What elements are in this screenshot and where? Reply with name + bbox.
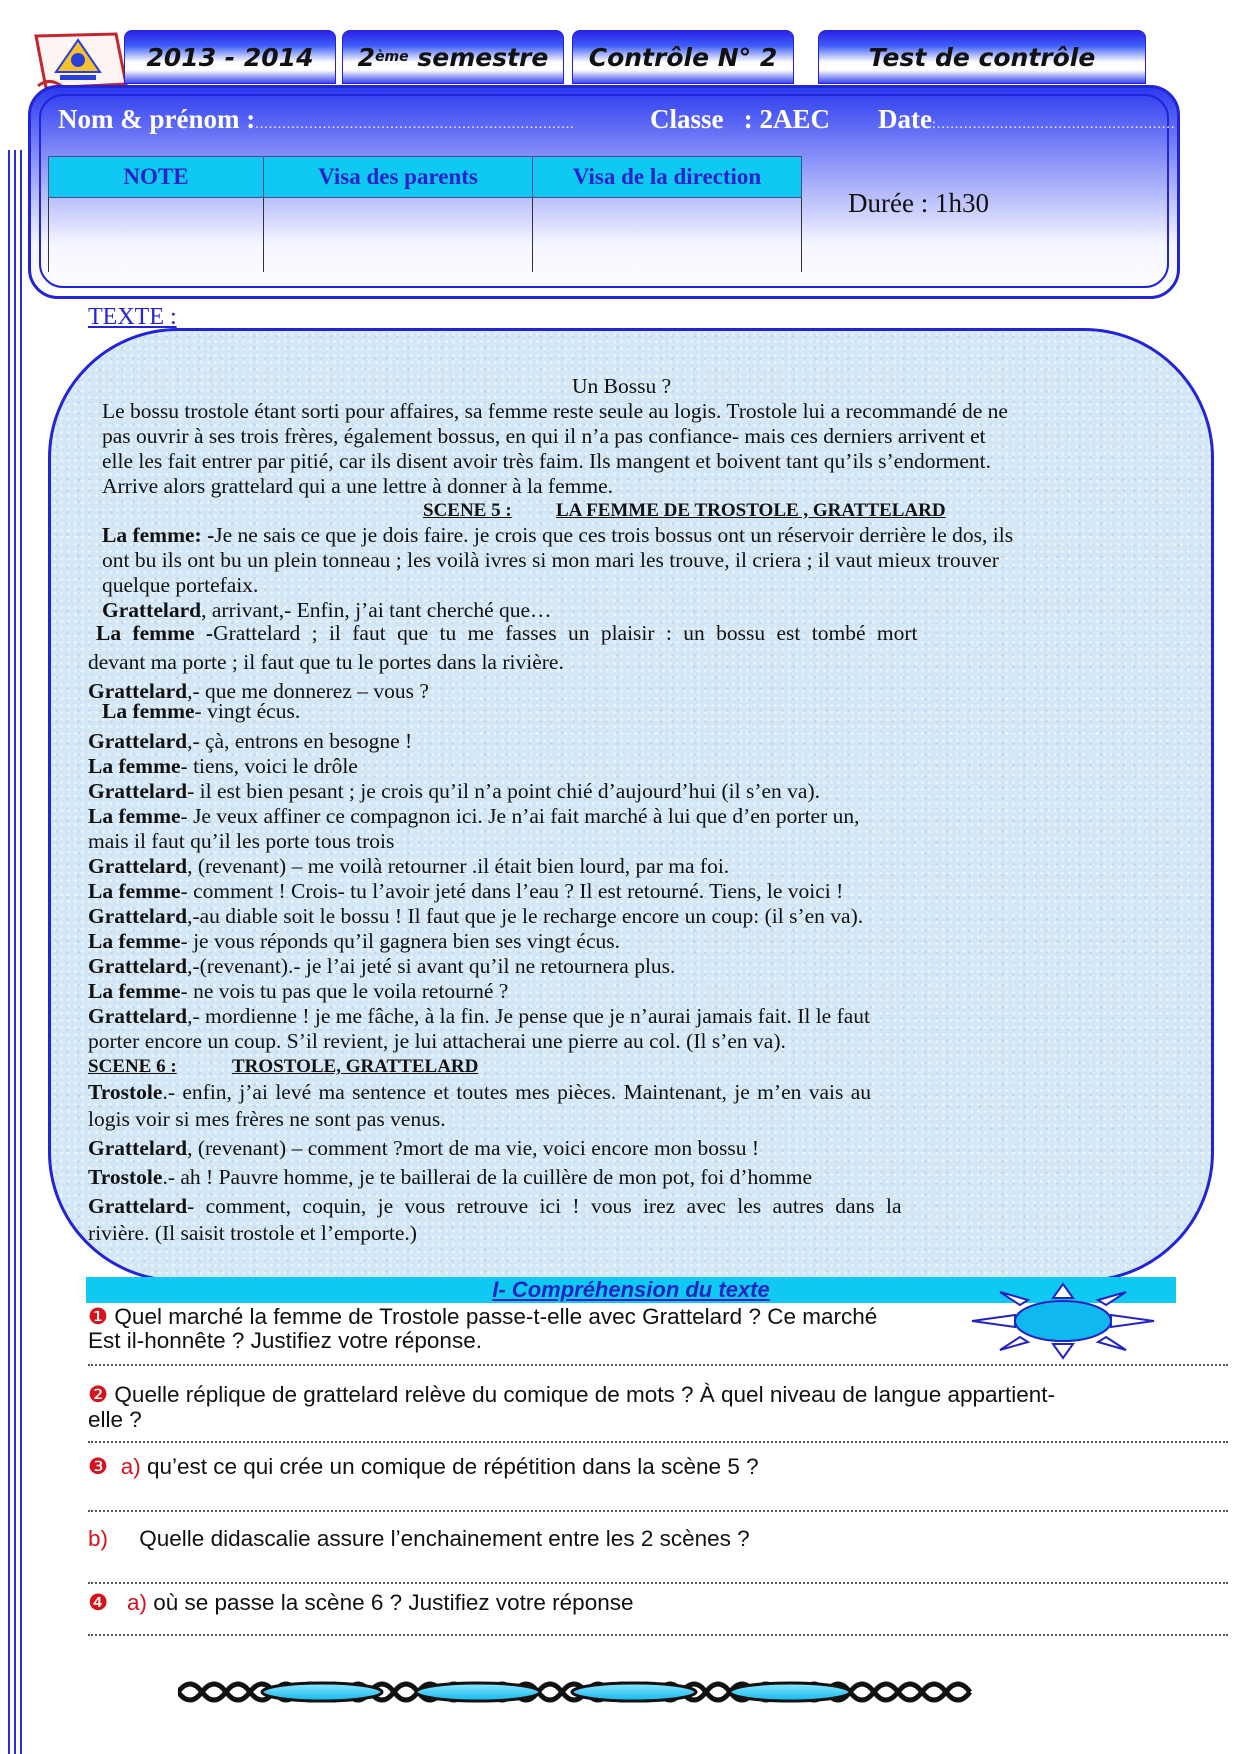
dialogue-line: La femme- comment ! Crois- tu l’avoir jeté dans l’eau ? Il est retourné. Tiens, le voici ! <box>88 879 844 903</box>
left-border-line-3 <box>20 150 22 1754</box>
q3b-text: Quelle didascalie assure l’enchainement entre les 2 scènes ? <box>139 1526 750 1551</box>
dialogue-line: La femme- tiens, voici le drôle <box>88 754 358 778</box>
grade-header-note: NOTE <box>49 157 264 198</box>
class-label: Classe <box>650 104 724 134</box>
dialogue-line: Grattelard,- que me donnerez – vous ? <box>88 679 429 703</box>
q2-text-line1: Quelle réplique de grattelard relève du comique de mots ? À quel niveau de langue appartient- <box>108 1382 1056 1407</box>
question-1-cont: Est il-honnête ? Justifiez votre réponse. <box>88 1328 482 1353</box>
dialogue-line: mais il faut qu’il les porte tous trois <box>88 829 395 853</box>
decorative-braid <box>178 1668 976 1716</box>
q4-number: ❹ <box>88 1590 109 1615</box>
answer-line-3b[interactable] <box>88 1582 1228 1584</box>
answer-line-2[interactable] <box>88 1441 1228 1443</box>
q4a-text: où se passe la scène 6 ? Justifiez votre réponse <box>146 1590 634 1615</box>
q3b-label: b) <box>88 1526 109 1551</box>
grades-table <box>48 156 802 272</box>
dialogue-line: Grattelard,-au diable soit le bossu ! Il faut que je le recharge encore un coup: (il s’en va). <box>88 904 864 928</box>
grade-cell-note[interactable] <box>49 198 264 273</box>
semester-sup: ème <box>375 49 409 65</box>
date-label: Date <box>878 104 932 134</box>
class-field <box>650 104 830 135</box>
dialogue-line: Grattelard- comment, coquin, je vous retrouve ici ! vous irez avec les autres dans la <box>88 1194 902 1218</box>
text-section-label: TEXTE : <box>88 304 177 330</box>
q3-number: ❸ <box>88 1454 109 1479</box>
scene6-title: TROSTOLE, GRATTELARD <box>232 1056 479 1077</box>
dialogue-line: rivière. (Il saisit trostole et l’emporte.) <box>88 1221 417 1245</box>
grade-cell-parents[interactable] <box>264 198 533 273</box>
dialogue-line: Grattelard, (revenant) – comment ?mort de ma vie, voici encore mon bossu ! <box>88 1136 760 1160</box>
grade-header-parents: Visa des parents <box>264 157 533 198</box>
dialogue-line: Grattelard,-(revenant).- je l’ai jeté si avant qu’il ne retournera plus. <box>88 954 676 978</box>
tab-controle <box>572 30 794 84</box>
semester-number: 2 <box>357 42 376 72</box>
dialogue-line: La femme- Je veux affiner ce compagnon ici. Je n’ai fait marché à lui que d’en porter un, <box>88 804 860 828</box>
dialogue-line: La femme- je vous réponds qu’il gagnera bien ses vingt écus. <box>88 929 620 953</box>
dialogue-line: devant ma porte ; il faut que tu le portes dans la rivière. <box>88 650 564 674</box>
scene5-label: SCENE 5 : <box>423 500 512 521</box>
q4a-label: a) <box>126 1590 147 1615</box>
school-logo <box>30 30 130 90</box>
intro-line-2: pas ouvrir à ses trois frères, également bossus, en qui il n’a pas confiance- mais ces derniers arrivent et <box>102 424 986 448</box>
answer-line-1[interactable] <box>88 1364 1228 1366</box>
tab-test <box>818 30 1146 84</box>
name-field[interactable]: Nom & prénom :....................................................................... <box>58 104 575 134</box>
left-border-line-2 <box>14 150 16 1754</box>
dialogue-line: ont bu ils ont bu un plein tonneau ; les voilà ivres si mon mari les trouve, il criera ; il vaut mieux trouver <box>102 548 999 572</box>
test-text: Test de contrôle <box>868 42 1096 72</box>
intro-line-4: Arrive alors grattelard qui a une lettre à donner à la femme. <box>102 474 613 498</box>
question-1 <box>88 1304 877 1329</box>
dialogue-line: La femme -Grattelard ; il faut que tu me fasses un plaisir : un bossu est tombé mort <box>96 621 918 645</box>
duration: Durée : 1h30 <box>848 188 989 218</box>
dialogue-line: porter encore un coup. S’il revient, je lui attacherai une pierre au col. (Il s’en va). <box>88 1029 786 1053</box>
date-field[interactable]: Date:..................................................... <box>878 104 1176 134</box>
q2-number: ❷ <box>88 1382 109 1407</box>
question-4a <box>88 1590 633 1615</box>
left-border-line-1 <box>8 150 10 1754</box>
semester-word: semestre <box>417 42 549 72</box>
dialogue-line: Trostole.- ah ! Pauvre homme, je te baillerai de la cuillère de mon pot, foi d’homme <box>88 1165 813 1189</box>
scene5-title: LA FEMME DE TROSTOLE , GRATTELARD <box>556 500 946 521</box>
dialogue-line: Grattelard, arrivant,- Enfin, j’ai tant cherché que… <box>102 598 552 622</box>
year-text: 2013 - 2014 <box>146 42 314 72</box>
dialogue-line: La femme- vingt écus. <box>102 699 301 723</box>
dialogue-line: La femme: -Je ne sais ce que je dois faire. je crois que ces trois bossus ont un réservoir derrière le dos, ils <box>102 523 1014 547</box>
dialogue-line: Trostole.- enfin, j’ai levé ma sentence et toutes mes pièces. Maintenant, je m’en vais au <box>88 1080 872 1104</box>
dialogue-line: Grattelard,- mordienne ! je me fâche, à la fin. Je pense que je n’aurai jamais fait. Il le faut <box>88 1004 871 1028</box>
dialogue-line: quelque portefaix. <box>102 573 259 597</box>
dialogue-line: logis voir si mes frères ne sont pas venus. <box>88 1107 446 1131</box>
controle-text: Contrôle N° 2 <box>588 42 778 72</box>
intro-line-1: Le bossu trostole étant sorti pour affaires, sa femme reste seule au logis. Trostole lui a recommandé de ne <box>102 399 1008 423</box>
grade-cell-direction[interactable] <box>533 198 802 273</box>
text-title: Un Bossu ? <box>572 374 672 398</box>
tab-semester <box>342 30 564 84</box>
dialogue-line: Grattelard,- çà, entrons en besogne ! <box>88 729 413 753</box>
sun-icon <box>968 1282 1158 1360</box>
q1-number: ❶ <box>88 1304 109 1329</box>
answer-line-4a[interactable] <box>88 1634 1228 1636</box>
dialogue-line: Grattelard, (revenant) – me voilà retourner .il était bien lourd, par ma foi. <box>88 854 730 878</box>
grade-header-direction: Visa de la direction <box>533 157 802 198</box>
question-2-cont: elle ? <box>88 1407 142 1432</box>
tab-year <box>124 30 336 84</box>
q1-text-line1: Quel marché la femme de Trostole passe-t-elle avec Grattelard ? Ce marché <box>108 1304 878 1329</box>
class-value: : 2AEC <box>743 104 830 134</box>
name-label: Nom & prénom : <box>58 104 256 134</box>
answer-line-3a[interactable] <box>88 1510 1228 1512</box>
scene6-label: SCENE 6 : <box>88 1056 177 1077</box>
dialogue-line: Grattelard- il est bien pesant ; je crois qu’il n’a point chié d’aujourd’hui (il s’en va). <box>88 779 820 803</box>
intro-line-3: elle les fait entrer par pitié, car ils disent avoir très faim. Ils mangent et boivent tant qu’ils s’endorment. <box>102 449 991 473</box>
question-3a <box>88 1454 759 1479</box>
q3a-label: a) <box>120 1454 141 1479</box>
question-2 <box>88 1382 1055 1407</box>
dialogue-line: La femme- ne vois tu pas que le voila retourné ? <box>88 979 509 1003</box>
question-3b <box>88 1526 750 1551</box>
q3a-text: qu’est ce qui crée un comique de répétition dans la scène 5 ? <box>140 1454 759 1479</box>
comprehension-heading-text: I- Compréhension du texte <box>492 1277 770 1302</box>
